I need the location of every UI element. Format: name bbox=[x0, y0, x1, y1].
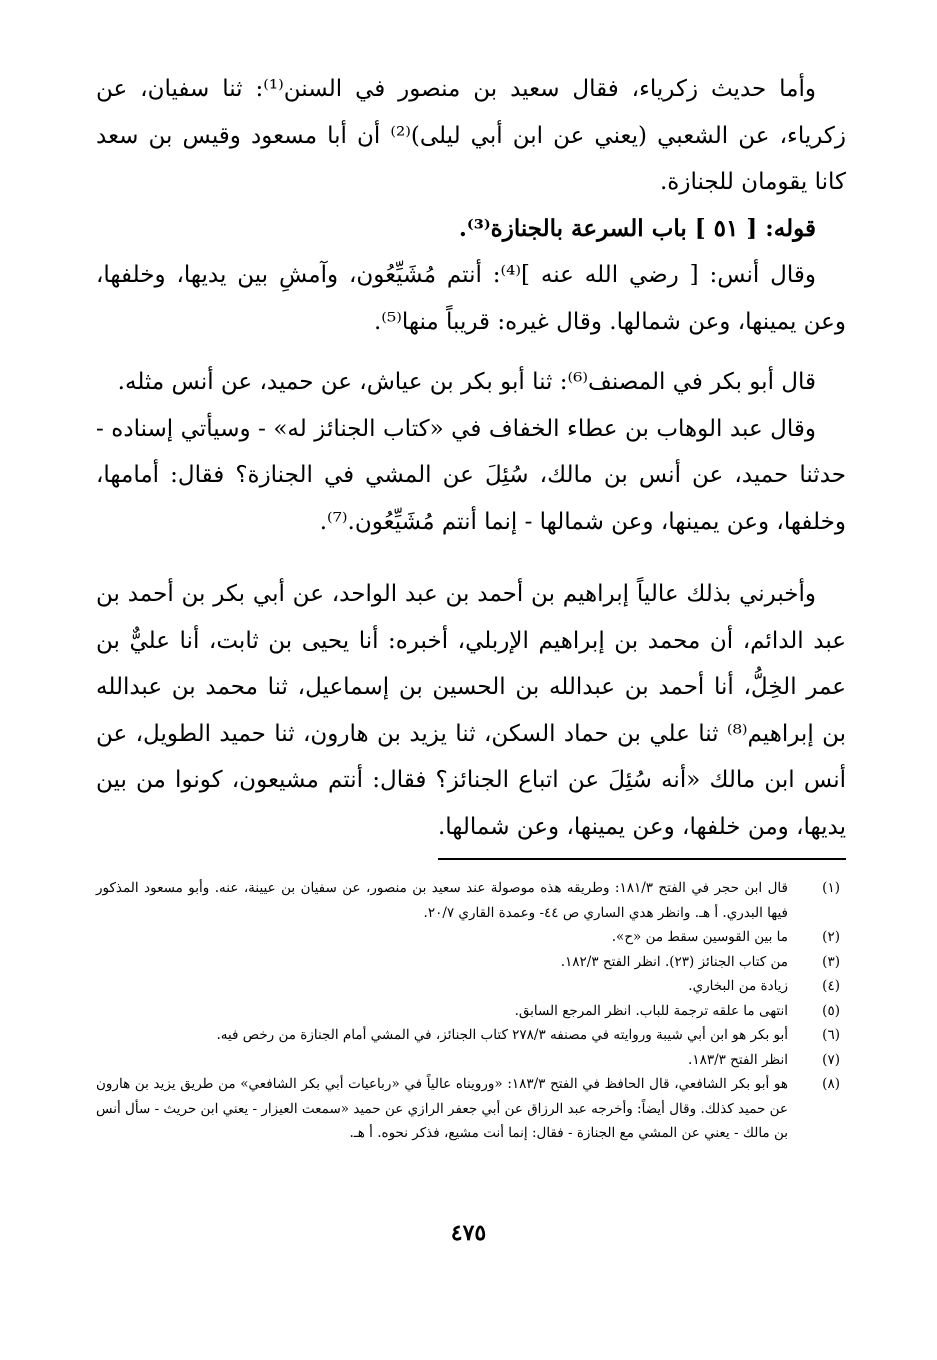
footnote-number: (٢) bbox=[822, 929, 840, 945]
page-number: ٤٧٥ bbox=[450, 1220, 487, 1246]
footnote bbox=[96, 1048, 840, 1073]
footnote-text: أبو بكر هو ابن أبي شيبة وروايته في مصنفه ٢٧٨/٣ كتاب الجنائز، في المشي أمام الجنازة من رخص فيه. bbox=[216, 1027, 788, 1043]
footnote-number: (٨) bbox=[822, 1076, 840, 1092]
footnote-number: (١) bbox=[822, 880, 840, 896]
footnote-text: من كتاب الجنائز (٢٣). انظر الفتح ١٨٢/٣. bbox=[560, 953, 788, 970]
footnote-number: (٥) bbox=[822, 1002, 840, 1019]
footnote-number: (٦) bbox=[822, 1027, 840, 1043]
footnotes bbox=[96, 876, 840, 1146]
footnote-text: ما بين القوسين سقط من «ح». bbox=[611, 929, 788, 945]
paragraph-isnad: وأخبرني بذلك عالياً إبراهيم بن أحمد بن عبد الواحد، عن أبي بكر بن أحمد بن عبد الدائم، أن محمد بن إبراهيم الإربلي، أخبره: أنا يحيى بن ثابت، أنا عليٌّ بن عمر الخِلُّ، أنا أحمد بن عبدالله بن الحسين بن إسماعيل، ثنا محمد بن عبدالله بن إبراهيم⁽⁸⁾ ثنا علي بن حماد السكن، ثنا يزيد بن هارون، ثنا حميد الطويل، عن أنس ابن مالك «أنه سُئِلَ عن اتباع الجنائز؟ فقال: أنتم مشيعون، كونوا من بين يديها، ومن خلفها، وعن يمينها، وعن شمالها. bbox=[96, 581, 846, 840]
footnote bbox=[96, 1023, 840, 1048]
footnote-text: انظر الفتح ١٨٣/٣. bbox=[688, 1051, 788, 1068]
paragraph-abd-alwahhab: وقال عبد الوهاب بن عطاء الخفاف في «كتاب الجنائز له» - وسيأتي إسناده - حدثنا حميد، عن أنس بن مالك، سُئِلَ عن المشي في الجنازة؟ فقال: أمامها، وخلفها، وعن يمينها، وعن شمالها - إنما أنتم مُشَيِّعُون.⁽⁷⁾. bbox=[96, 415, 846, 535]
footnote bbox=[96, 999, 840, 1024]
footnote-number: (٤) bbox=[822, 978, 840, 994]
footnote bbox=[96, 974, 840, 999]
footnote-text: هو أبو بكر الشافعي، قال الحافظ في الفتح ١٨٣/٣: «ورويناه عالياً في «رباعيات أبي بكر الشافعي» من طريق يزيد بن هارون عن حميد كذلك. وقال أيضاً: وأخرجه عبد الرزاق عن أبي جعفر الرازي عن حميد «سمعت العيزار - يعني ابن حريث - سأل أنس بن مالك - يعني عن المشي مع الجنازة - فقال: إنما أنت مشيع، فذكر نحوه. أ هـ. bbox=[96, 1076, 788, 1141]
footnote-number: (٧) bbox=[822, 1051, 840, 1068]
main-text bbox=[96, 66, 846, 850]
paragraph-zakariya: وأما حديث زكرياء، فقال سعيد بن منصور في السنن⁽¹⁾: ثنا سفيان، عن زكرياء، عن الشعبي (يعني عن ابن أبي ليلى)⁽²⁾ أن أبا مسعود وقيس بن سعد كانا يقومان للجنازة. bbox=[96, 76, 846, 195]
footnote-text: قال ابن حجر في الفتح ١٨١/٣: وطريقه هذه موصولة عند سعيد بن منصور، عن سفيان بن عيينة، عنه. وأبو مسعود المذكور فيها البدري. أ هـ. وانظر هدي الساري ص ٤٤- وعمدة القاري ٢٠/٧. bbox=[96, 880, 788, 921]
footnote-separator bbox=[438, 858, 846, 860]
footnote bbox=[96, 1072, 840, 1146]
paragraph-abu-bakr: قال أبو بكر في المصنف⁽⁶⁾: ثنا أبو بكر بن عياش، عن حميد، عن أنس مثله. bbox=[117, 369, 816, 395]
footnote-text: انتهى ما علقه ترجمة للباب. انظر المرجع السابق. bbox=[514, 1002, 788, 1019]
footnote bbox=[96, 876, 840, 925]
footnote-text: زيادة من البخاري. bbox=[688, 978, 788, 994]
footnote bbox=[96, 950, 840, 975]
footnote bbox=[96, 925, 840, 950]
chapter-heading: قوله: [ ٥١ ] باب السرعة بالجنازة⁽³⁾. bbox=[458, 214, 816, 242]
paragraph-anas-quote: وقال أنس: [ رضي الله عنه ]⁽⁴⁾: أنتم مُشَيِّعُون، وآمشِ بين يديها، وخلفها، وعن يمينها، وعن شمالها. وقال غيره: قريباً منها⁽⁵⁾. bbox=[96, 262, 846, 335]
footnote-number: (٣) bbox=[822, 953, 840, 970]
